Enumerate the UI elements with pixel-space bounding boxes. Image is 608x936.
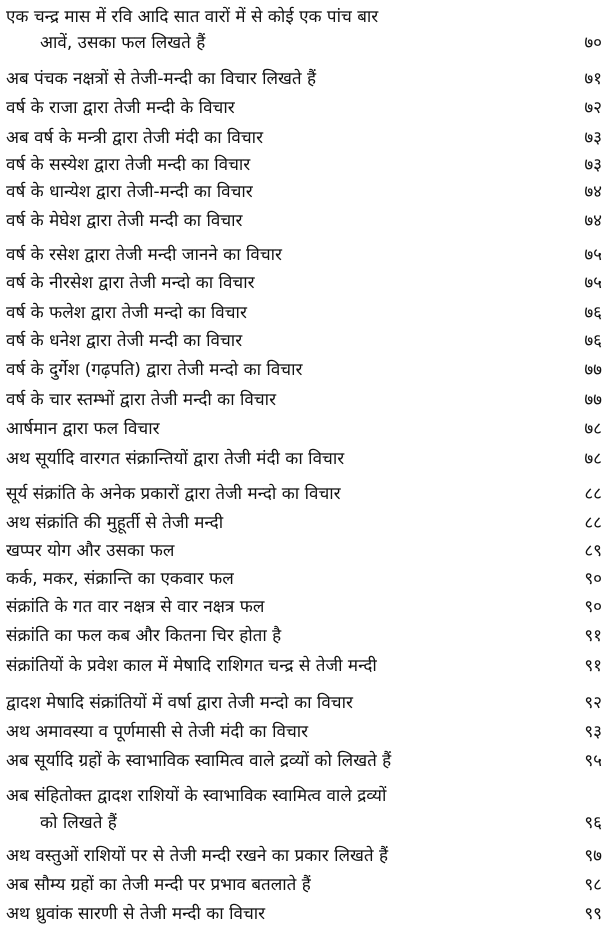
toc-entry-page: ९७ <box>584 846 602 866</box>
toc-entry-page: ७८ <box>584 419 602 439</box>
toc-entry-title: वर्ष के चार स्तम्भों द्वारा तेजी मन्दी का विचार <box>6 390 277 410</box>
toc-entry-page: ८९ <box>584 541 602 561</box>
toc-entry-title: अब सौम्य ग्रहों का तेजी मन्दी पर प्रभाव बतलाते हैं <box>6 875 311 895</box>
toc-entry-title: अथ संक्रांति की मुहूर्ती से तेजी मन्दी <box>6 513 224 533</box>
toc-entry-title: संक्रांति का फल कब और कितना चिर होता है <box>6 626 282 646</box>
toc-entry-title: वर्ष के धनेश द्वारा तेजी मन्दी का विचार <box>6 331 243 351</box>
toc-entry-page: ९० <box>584 597 602 617</box>
toc-entry-title: अब पंचक नक्षत्रों से तेजी-मन्दी का विचार लिखते हैं <box>6 69 317 89</box>
toc-entry-title: एक चन्द्र मास में रवि आदि सात वारों में से कोई एक पांच बार <box>6 7 379 27</box>
toc-entry-page: ९५ <box>584 751 602 771</box>
toc-entry-page: ९६ <box>584 813 602 833</box>
toc-entry-page: ७६ <box>584 331 602 351</box>
toc-entry-page: ९९ <box>584 904 602 924</box>
toc-entry-title: वर्ष के रसेश द्वारा तेजी मन्दी जानने का विचार <box>6 245 283 265</box>
toc-entry-title: सूर्य संक्रांति के अनेक प्रकारों द्वारा तेजी मन्दो का विचार <box>6 484 341 504</box>
toc-entry-title: अथ अमावस्या व पूर्णमासी से तेजी मंदी का विचार <box>6 722 309 742</box>
toc-entry-page: ९० <box>584 569 602 589</box>
toc-entry-title: अथ वस्तुओं राशियों पर से तेजी मन्दी रखने का प्रकार लिखते हैं <box>6 846 389 866</box>
toc-entry-title: अथ ध्रुवांक सारणी से तेजी मन्दी का विचार <box>6 904 266 924</box>
toc-entry-page: ७७ <box>584 390 602 410</box>
toc-entry-page: ८८ <box>584 484 602 504</box>
toc-entry-page: ८८ <box>584 513 602 533</box>
toc-entry-title: संक्रांतियों के प्रवेश काल में मेषादि राशिगत चन्द्र से तेजी मन्दी <box>6 656 377 676</box>
toc-entry-title: वर्ष के राजा द्वारा तेजी मन्दी के विचार <box>6 98 235 118</box>
toc-entry-title: अथ सूर्यादि वारगत संक्रान्तियों द्वारा तेजी मंदी का विचार <box>6 449 345 469</box>
toc-entry-title: कर्क, मकर, संक्रान्ति का एकवार फल <box>6 569 234 589</box>
toc-entry-title: द्वादश मेषादि संक्रांतियों में वर्षा द्वारा तेजी मन्दो का विचार <box>6 693 353 713</box>
toc-entry-title: खप्पर योग और उसका फल <box>6 541 175 561</box>
toc-entry <box>0 785 608 835</box>
toc-entry-page: ७३ <box>584 155 602 175</box>
toc-entry-page: ७६ <box>584 303 602 323</box>
toc-entry <box>0 6 608 56</box>
toc-entry-page: ९२ <box>584 693 602 713</box>
toc-entry-page: ७० <box>584 33 602 53</box>
toc-entry-page: ९८ <box>584 875 602 895</box>
toc-entry-title: वर्ष के फलेश द्वारा तेजी मन्दो का विचार <box>6 303 247 323</box>
toc-entry-page: ७३ <box>584 128 602 148</box>
toc-entry-title: वर्ष के दुर्गेश (गढ़पति) द्वारा तेजी मन्दो का विचार <box>6 360 303 380</box>
toc-entry-title-continuation: को लिखते हैं <box>40 813 117 833</box>
toc-entry-page: ७२ <box>584 98 602 118</box>
toc-entry-page: ७४ <box>584 182 602 202</box>
toc-entry-page: ७८ <box>584 449 602 469</box>
toc-entry-page: ७५ <box>584 245 602 265</box>
toc-entry-title: आर्षमान द्वारा फल विचार <box>6 419 160 439</box>
toc-entry-page: ९३ <box>584 722 602 742</box>
toc-entry-page: ९१ <box>584 626 602 646</box>
toc-entry-title: वर्ष के सस्येश द्वारा तेजी मन्दी का विचार <box>6 155 251 175</box>
toc-entry-title: अब वर्ष के मन्त्री द्वारा तेजी मंदी का विचार <box>6 128 264 148</box>
toc-entry-title: वर्ष के मेघेश द्वारा तेजी मन्दी का विचार <box>6 211 243 231</box>
toc-entry-page: ९१ <box>584 656 602 676</box>
toc-entry-page: ७४ <box>584 211 602 231</box>
toc-entry-title: वर्ष के धान्येश द्वारा तेजी-मन्दी का विचार <box>6 182 253 202</box>
toc-entry-title-continuation: आवें, उसका फल लिखते हैं <box>40 33 206 53</box>
toc-entry-page: ७७ <box>584 360 602 380</box>
toc-entry-page: ७५ <box>584 273 602 293</box>
toc-entry-title: संक्रांति के गत वार नक्षत्र से वार नक्षत्र फल <box>6 597 265 617</box>
toc-entry-title: अब सूर्यादि ग्रहों के स्वाभाविक स्वामित्व वाले द्रव्यों को लिखते हैं <box>6 751 392 771</box>
toc-entry-page: ७१ <box>584 69 602 89</box>
toc-entry-title: वर्ष के नीरसेश द्वारा तेजी मन्दो का विचार <box>6 273 255 293</box>
toc-entry-title: अब संहितोक्त द्वादश राशियों के स्वाभाविक स्वामित्व वाले द्रव्यों <box>6 786 387 806</box>
